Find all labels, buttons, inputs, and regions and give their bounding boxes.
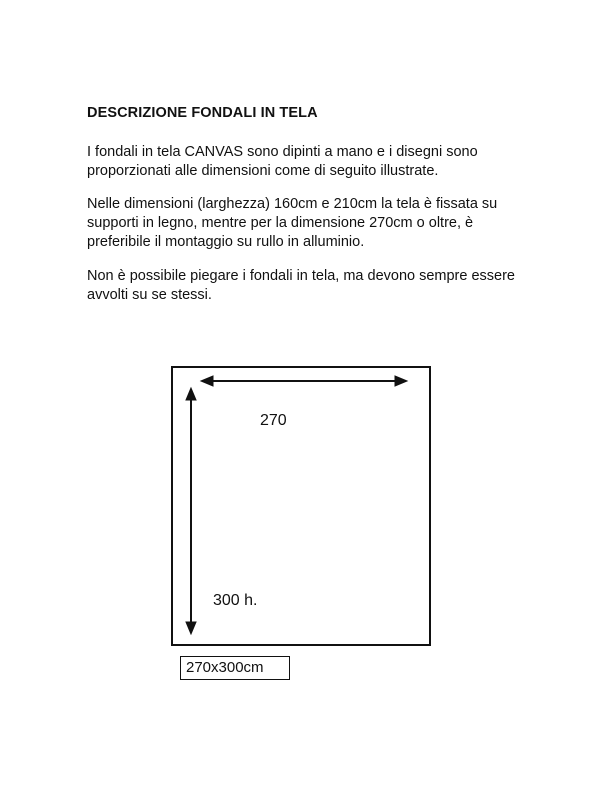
document-heading: DESCRIZIONE FONDALI IN TELA <box>87 105 318 121</box>
height-arrow-head-bottom <box>186 622 196 634</box>
dimension-arrows <box>173 368 429 644</box>
height-dimension-label: 300 h. <box>213 592 258 609</box>
width-arrow-head-right <box>395 376 407 386</box>
intro-paragraph: I fondali in tela CANVAS sono dipinti a mano e i disegni sono proporzionati alle dimensioni come di seguito illustrate. <box>87 144 478 179</box>
backdrop-dimension-diagram <box>171 366 431 646</box>
folding-paragraph: Non è possibile piegare i fondali in tela, ma devono sempre essere avvolti su se stessi. <box>87 268 515 303</box>
size-caption: 270x300cm <box>180 656 290 680</box>
width-arrow-head-left <box>201 376 213 386</box>
width-dimension-label: 270 <box>260 412 287 429</box>
mounting-paragraph: Nelle dimensioni (larghezza) 160cm e 210cm la tela è fissata su supporti in legno, mentre per la dimensione 270cm o oltre, è preferibile il montaggio su rullo in alluminio. <box>87 196 498 250</box>
height-arrow-head-top <box>186 388 196 400</box>
